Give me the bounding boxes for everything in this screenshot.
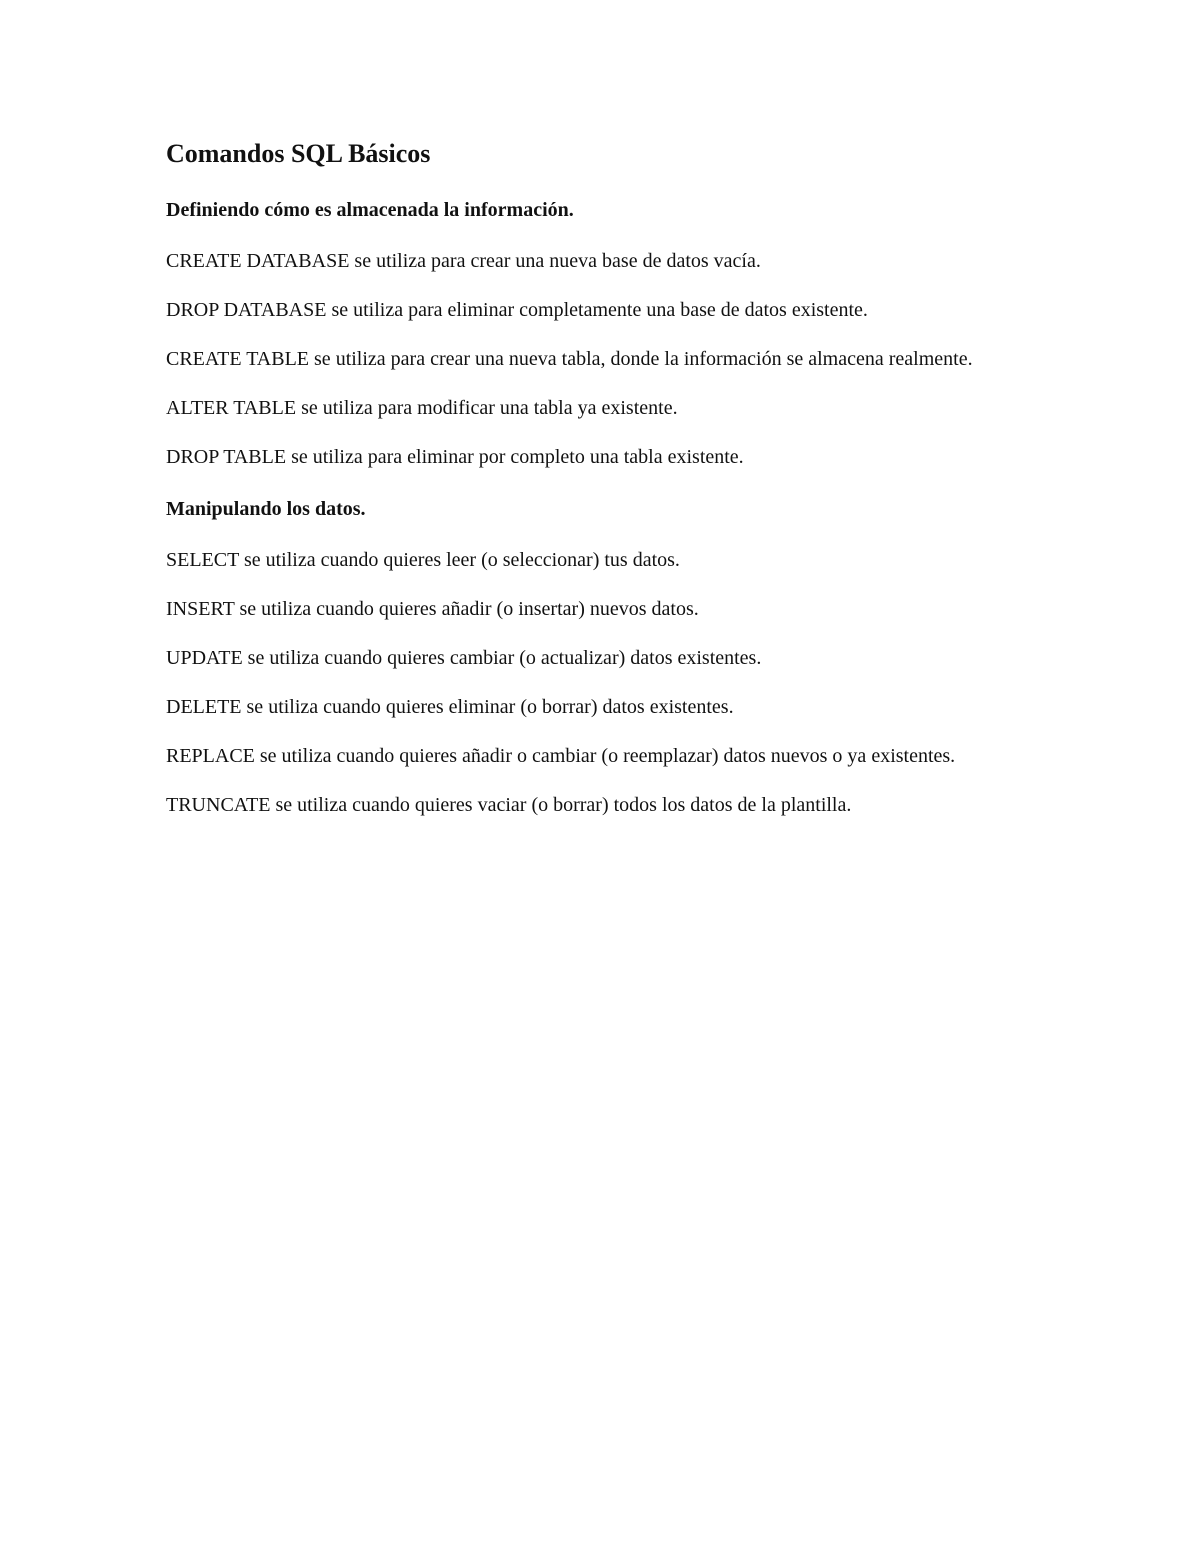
section-heading: Definiendo cómo es almacenada la información.	[166, 199, 574, 221]
paragraph-update: UPDATE se utiliza cuando quieres cambiar (o actualizar) datos existentes.	[166, 647, 762, 669]
document-title: Comandos SQL Básicos	[166, 139, 431, 168]
paragraph-create-table: CREATE TABLE se utiliza para crear una nueva tabla, donde la información se almacena realmente.	[166, 348, 973, 370]
paragraph-create-database: CREATE DATABASE se utiliza para crear una nueva base de datos vacía.	[166, 250, 761, 272]
document-page	[166, 136, 1046, 841]
paragraph-replace: REPLACE se utiliza cuando quieres añadir o cambiar (o reemplazar) datos nuevos o ya existentes.	[166, 745, 956, 767]
paragraph-drop-database: DROP DATABASE se utiliza para eliminar completamente una base de datos existente.	[166, 299, 868, 321]
section-definition	[166, 194, 1046, 471]
section-heading: Manipulando los datos.	[166, 498, 366, 520]
paragraph-select: SELECT se utiliza cuando quieres leer (o seleccionar) tus datos.	[166, 549, 680, 571]
paragraph-drop-table: DROP TABLE se utiliza para eliminar por completo una tabla existente.	[166, 446, 744, 468]
paragraph-delete: DELETE se utiliza cuando quieres eliminar (o borrar) datos existentes.	[166, 696, 734, 718]
paragraph-alter-table: ALTER TABLE se utiliza para modificar una tabla ya existente.	[166, 397, 678, 419]
paragraph-truncate: TRUNCATE se utiliza cuando quieres vaciar (o borrar) todos los datos de la plantilla.	[166, 794, 852, 816]
paragraph-insert: INSERT se utiliza cuando quieres añadir (o insertar) nuevos datos.	[166, 598, 699, 620]
section-manipulation	[166, 493, 1046, 819]
